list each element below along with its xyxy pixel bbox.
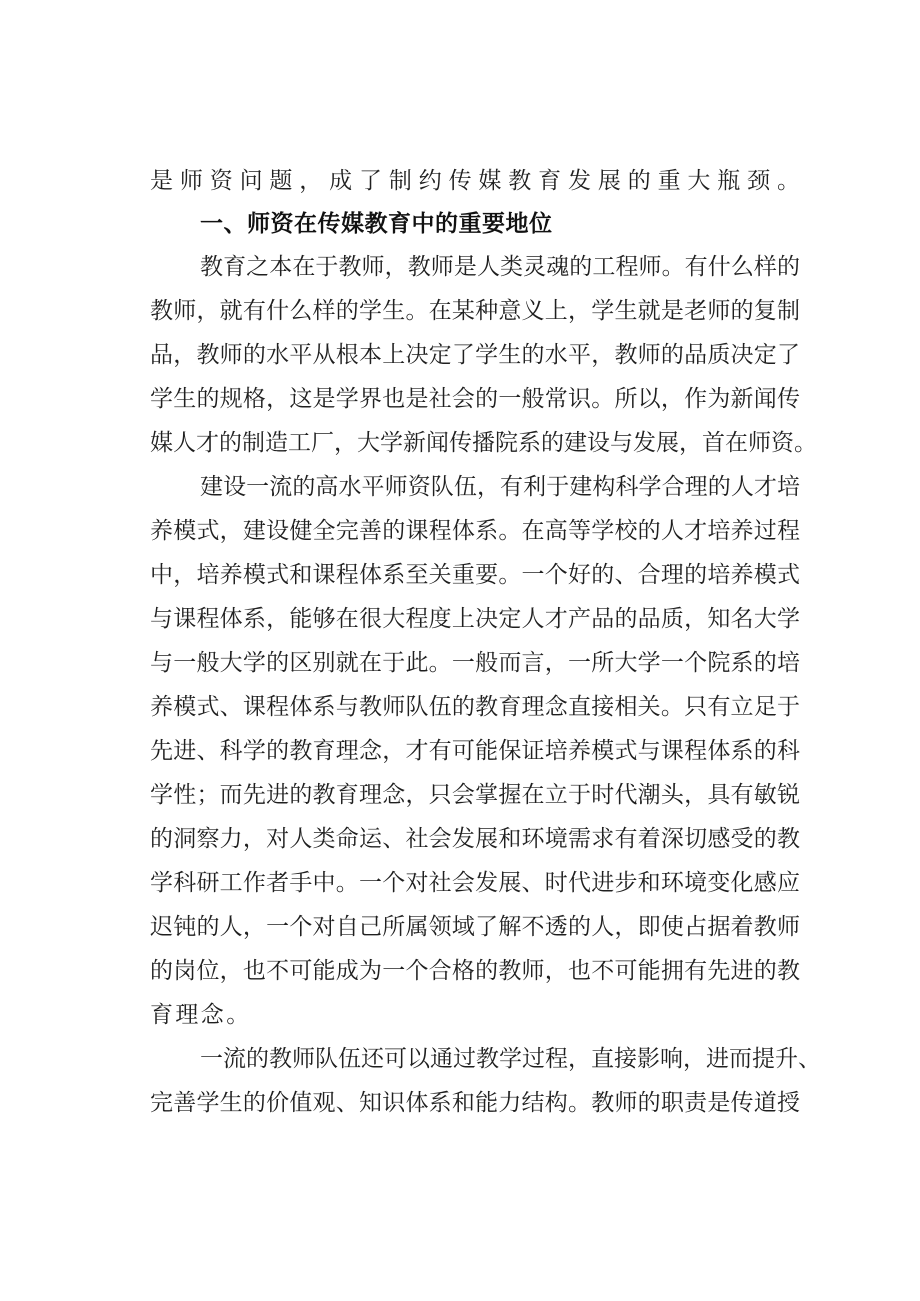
paragraph-line: 与课程体系，能够在很大程度上决定人才产品的品质，知名大学: [150, 606, 800, 632]
paragraph-line: 与一般大学的区别就在于此。一般而言，一所大学一个院系的培: [150, 650, 800, 676]
paragraph-line: 养模式，建设健全完善的课程体系。在高等学校的人才培养过程: [150, 518, 800, 544]
paragraph-line: 品，教师的水平从根本上决定了学生的水平，教师的品质决定了: [150, 342, 800, 368]
paragraph-line: 学科研工作者手中。一个对社会发展、时代进步和环境变化感应: [150, 870, 800, 896]
paragraph-line: 教育之本在于教师，教师是人类灵魂的工程师。有什么样的: [200, 254, 800, 280]
paragraph-line: 的岗位，也不可能成为一个合格的教师，也不可能拥有先进的教: [150, 958, 800, 984]
paragraph-line: 养模式、课程体系与教师队伍的教育理念直接相关。只有立足于: [150, 694, 800, 720]
continuation-line: 是师资问题，成了制约传媒教育发展的重大瓶颈。: [150, 168, 800, 194]
paragraph-line: 学生的规格，这是学界也是社会的一般常识。所以，作为新闻传: [150, 386, 800, 412]
paragraph-line: 学性；而先进的教育理念，只会掌握在立于时代潮头，具有敏锐: [150, 782, 800, 808]
paragraph-line: 建设一流的高水平师资队伍，有利于建构科学合理的人才培: [200, 474, 800, 500]
paragraph-line: 一流的教师队伍还可以通过教学过程，直接影响，进而提升、: [200, 1046, 821, 1072]
paragraph-line: 中，培养模式和课程体系至关重要。一个好的、合理的培养模式: [150, 562, 800, 588]
paragraph-line: 媒人才的制造工厂，大学新闻传播院系的建设与发展，首在师资。: [150, 430, 817, 456]
paragraph-line: 先进、科学的教育理念，才有可能保证培养模式与课程体系的科: [150, 738, 800, 764]
paragraph-line: 育理念。: [150, 1002, 252, 1028]
paragraph-line: 教师，就有什么样的学生。在某种意义上，学生就是老师的复制: [150, 298, 800, 324]
paragraph-line: 迟钝的人，一个对自己所属领域了解不透的人，即使占据着教师: [150, 914, 800, 940]
section-heading: 一、师资在传媒教育中的重要地位: [200, 211, 553, 237]
paragraph-line: 的洞察力，对人类命运、社会发展和环境需求有着深切感受的教: [150, 826, 800, 852]
paragraph-line: 完善学生的价值观、知识体系和能力结构。教师的职责是传道授: [150, 1090, 800, 1116]
